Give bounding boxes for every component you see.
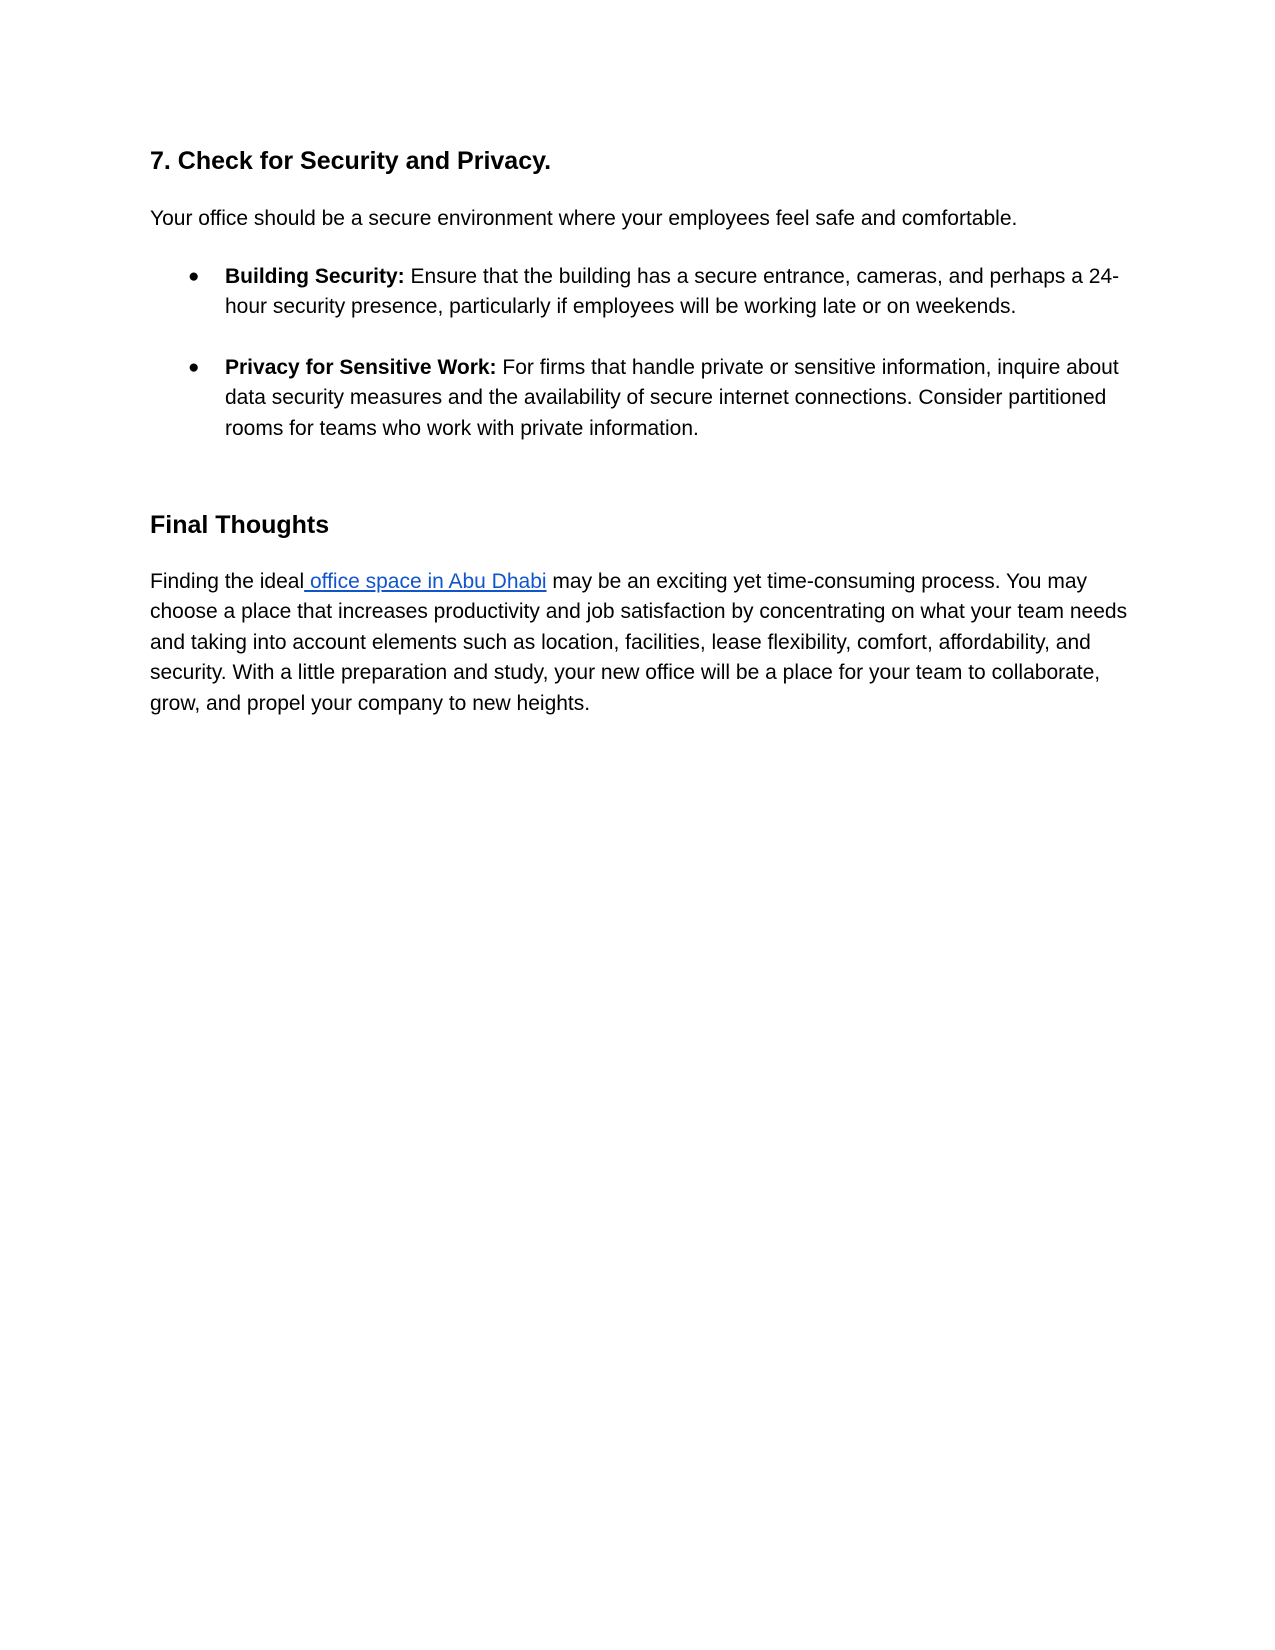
section-intro: Your office should be a secure environment where your employees feel safe and comfortable. bbox=[150, 207, 1018, 230]
bullet-text: For firms that handle private or sensitive information, inquire about data security measures and the availability of secure internet connections. Consider partitioned rooms for teams who work with private information. bbox=[225, 355, 1119, 440]
final-text-before: Finding the ideal bbox=[150, 570, 305, 593]
bullet-lead: Privacy for Sensitive Work: bbox=[225, 355, 497, 379]
list-item bbox=[150, 353, 1140, 444]
final-heading: Final Thoughts bbox=[150, 511, 330, 539]
bullet-icon: ● bbox=[188, 356, 200, 378]
list-item bbox=[150, 262, 1140, 323]
office-space-link[interactable]: office space in Abu Dhabi bbox=[304, 570, 547, 593]
bullet-text: Ensure that the building has a secure entrance, cameras, and perhaps a 24-hour security presence, particularly if employees will be working late or on weekends. bbox=[225, 265, 1120, 319]
final-text-after: may be an exciting yet time-consuming process. You may choose a place that increases productivity and job satisfaction by concentrating on what your team needs and taking into account elements such as location, facilities, lease flexibility, comfort, affordability, and security. With a little preparation and study, your new office will be a place for your team to collaborate, grow, and propel your company to new heights. bbox=[150, 570, 1128, 715]
bullet-icon: ● bbox=[188, 266, 200, 287]
final-paragraph bbox=[150, 567, 1140, 719]
section-heading: 7. Check for Security and Privacy. bbox=[150, 147, 552, 175]
bullet-lead: Building Security: bbox=[225, 265, 405, 288]
bullet-list bbox=[150, 262, 1140, 444]
